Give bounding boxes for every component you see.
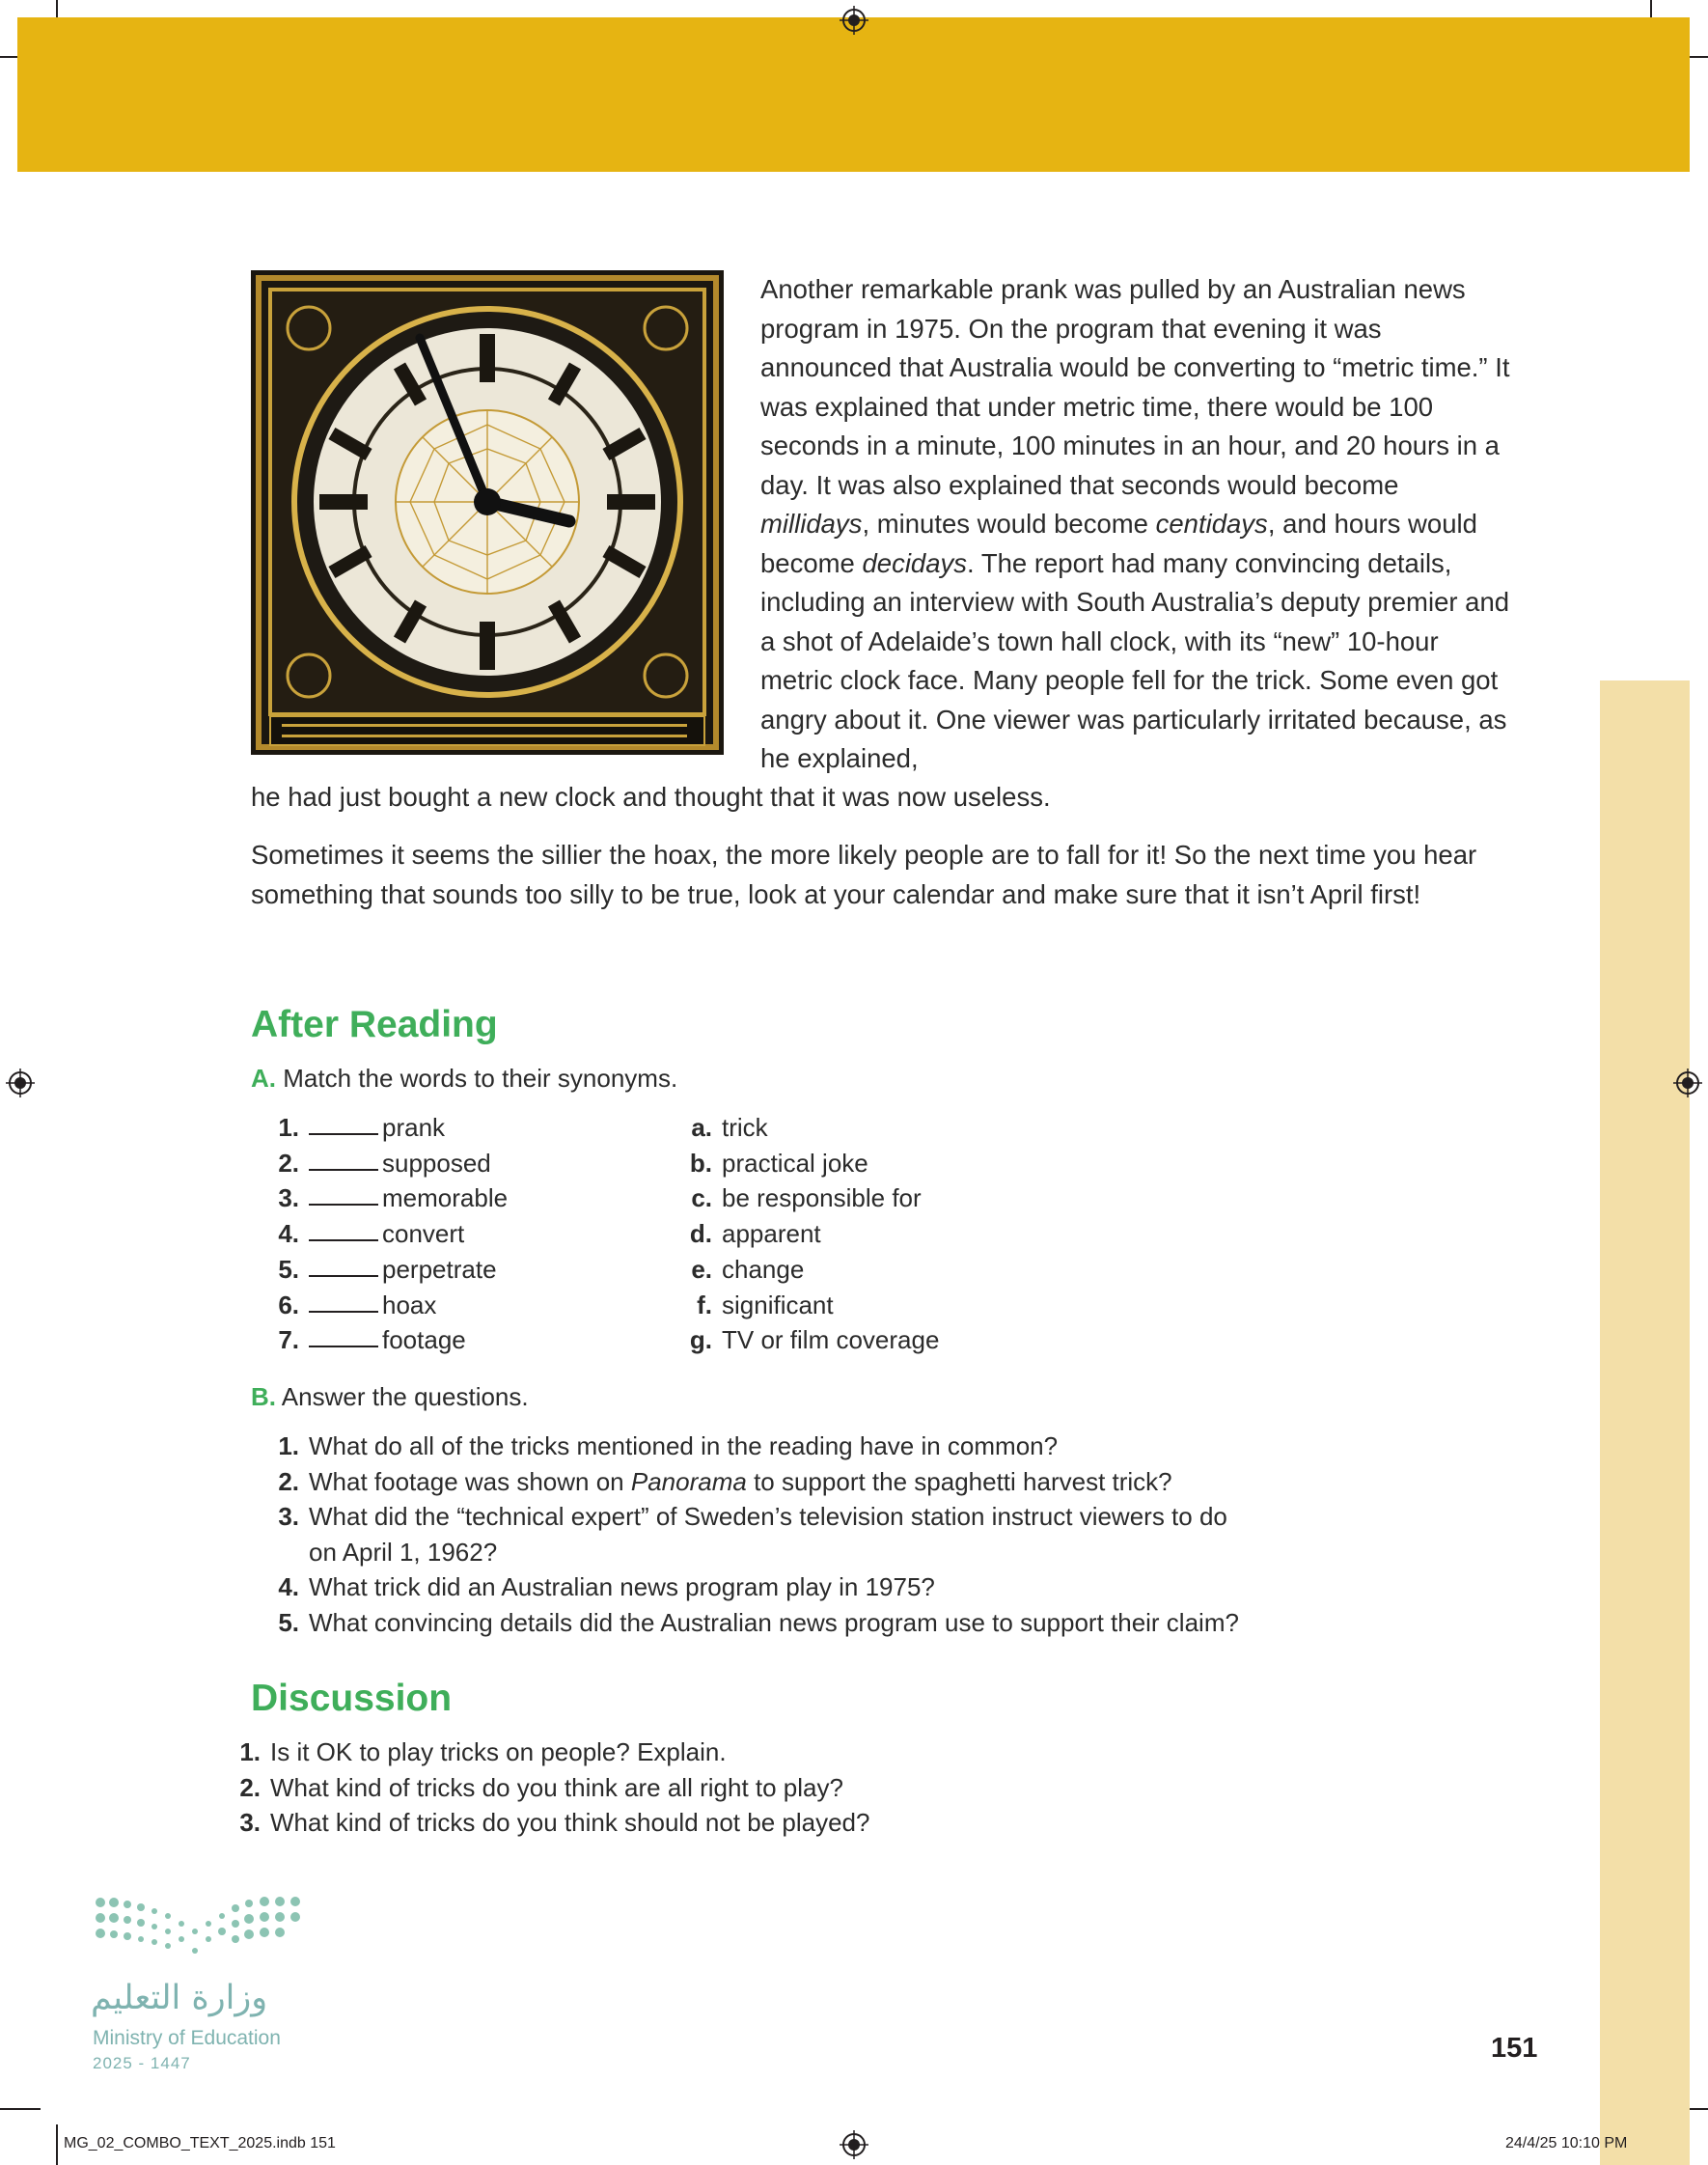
question-text-part: What footage was shown on xyxy=(309,1466,631,1496)
side-color-band xyxy=(1600,680,1690,2165)
registration-mark-icon xyxy=(840,6,868,35)
exercise-b-label: B. xyxy=(251,1382,276,1411)
page-number: 151 xyxy=(1491,2033,1538,2064)
item-letter: b. xyxy=(689,1148,712,1178)
exercise-b-instruction xyxy=(251,1382,529,1412)
question-text xyxy=(309,1464,1172,1500)
item-number: 4. xyxy=(278,1572,299,1601)
item-number: 3. xyxy=(239,1808,261,1837)
ministry-name-arabic: وزارة التعليم xyxy=(91,1979,268,2017)
answer-blank xyxy=(309,1216,378,1241)
word-item xyxy=(262,1146,668,1181)
term-decidays: decidays xyxy=(862,547,968,578)
item-number: 3. xyxy=(278,1183,299,1213)
item-letter: e. xyxy=(691,1254,712,1284)
item-letter: a. xyxy=(691,1113,712,1142)
vocab-word: prank xyxy=(382,1113,446,1142)
item-number: 2. xyxy=(239,1772,261,1802)
synonym-text: TV or film coverage xyxy=(722,1325,940,1355)
word-item xyxy=(262,1110,668,1146)
paragraph-text: . The report had many convincing details, including an interview with South Australia’s deputy premier and a shot of Adelaide’s town hall clock, with its “new” 10-hour metric clock face. Many people fell for the trick. Some even got angry about it. One viewer was particularly irritated because, as he explained, xyxy=(760,547,1510,773)
term-millidays: millidays xyxy=(760,509,863,539)
item-letter: g. xyxy=(689,1325,712,1355)
footer-date: 24/4/25 10:10 PM xyxy=(1505,2135,1628,2151)
item-number: 3. xyxy=(278,1502,299,1531)
question-text: What trick did an Australian news program play in 1975? xyxy=(309,1572,935,1601)
word-item xyxy=(262,1288,668,1323)
item-number: 5. xyxy=(278,1254,299,1284)
exercise-a-instruction xyxy=(251,1064,677,1094)
after-reading-heading: After Reading xyxy=(251,1004,498,1045)
synonym-item xyxy=(675,1322,1081,1358)
synonym-item xyxy=(675,1146,1081,1181)
synonym-item xyxy=(675,1110,1081,1146)
crop-mark xyxy=(0,2108,41,2110)
discussion-item xyxy=(224,1770,1285,1806)
word-item xyxy=(262,1216,668,1252)
answer-blank xyxy=(309,1180,378,1206)
show-title: Panorama xyxy=(630,1466,747,1496)
discussion-item xyxy=(224,1805,1285,1841)
question-text: What convincing details did the Australian news program use to support their claim? xyxy=(309,1607,1239,1637)
item-letter: f. xyxy=(697,1290,712,1319)
paragraph-text: Another remarkable prank was pulled by an Australian news program in 1975. On the program that evening it was announced that Australia would be converting to “metric time.” It was explained that under metric time, there would be 100 seconds in a minute, 100 minutes in an hour, and 20 hours in a day. It was also explained that seconds would become xyxy=(760,274,1510,500)
paragraph-text: , minutes would become xyxy=(862,509,1156,539)
synonym-item xyxy=(675,1252,1081,1288)
synonym-item xyxy=(675,1288,1081,1323)
word-list xyxy=(262,1110,668,1358)
vocab-word: hoax xyxy=(382,1290,437,1319)
vocab-word: footage xyxy=(382,1325,466,1355)
discussion-item xyxy=(224,1735,1285,1770)
answer-blank xyxy=(309,1288,378,1313)
question-text: What do all of the tricks mentioned in the reading have in common? xyxy=(309,1431,1059,1460)
answer-blank xyxy=(309,1322,378,1347)
item-number: 4. xyxy=(278,1219,299,1249)
clock-face-photo xyxy=(251,270,724,755)
registration-mark-icon xyxy=(6,1069,35,1097)
synonym-text: significant xyxy=(722,1290,834,1319)
answer-blank xyxy=(309,1110,378,1135)
item-number: 2. xyxy=(278,1148,299,1178)
synonym-text: change xyxy=(722,1254,805,1284)
footer-file-info: MG_02_COMBO_TEXT_2025.indb 151 xyxy=(64,2135,336,2151)
synonym-text: be responsible for xyxy=(722,1183,922,1213)
discussion-text: What kind of tricks do you think should not be played? xyxy=(270,1808,870,1837)
reading-paragraph-2: Sometimes it seems the sillier the hoax, the more likely people are to fall for it! So the next time you hear something that sounds too silly to be true, look at your calendar and make sure that it isn’t April first! xyxy=(251,840,1477,909)
top-color-band xyxy=(17,17,1690,172)
registration-mark-icon xyxy=(840,2130,868,2159)
exercise-a-text: Match the words to their synonyms. xyxy=(283,1064,678,1093)
synonym-text: practical joke xyxy=(722,1148,868,1178)
item-number: 5. xyxy=(278,1607,299,1637)
item-number: 6. xyxy=(278,1290,299,1319)
word-item xyxy=(262,1322,668,1358)
question-item xyxy=(262,1605,1324,1641)
vocab-word: perpetrate xyxy=(382,1254,497,1284)
ministry-logo-dots xyxy=(93,1895,305,1968)
discussion-text: What kind of tricks do you think are all right to play? xyxy=(270,1772,843,1802)
question-text xyxy=(309,1499,1227,1569)
exercise-b-text: Answer the questions. xyxy=(281,1382,529,1411)
question-text-part: to support the spaghetti harvest trick? xyxy=(746,1466,1172,1496)
ministry-year: 2025 - 1447 xyxy=(93,2054,191,2072)
item-number: 2. xyxy=(278,1466,299,1496)
item-letter: d. xyxy=(689,1219,712,1249)
discussion-list xyxy=(224,1735,1285,1841)
exercise-a-label: A. xyxy=(251,1064,276,1093)
vocab-word: supposed xyxy=(382,1148,491,1178)
item-number: 7. xyxy=(278,1325,299,1355)
answer-blank xyxy=(309,1146,378,1171)
registration-mark-icon xyxy=(1673,1069,1702,1097)
question-line: What did the “technical expert” of Sweden’s television station instruct viewers to do xyxy=(309,1502,1227,1531)
discussion-text: Is it OK to play tricks on people? Explain. xyxy=(270,1737,727,1766)
question-item xyxy=(262,1499,1324,1569)
paragraph-text: , and hours would become xyxy=(760,509,1477,578)
crop-mark xyxy=(56,2124,58,2165)
vocab-word: convert xyxy=(382,1219,465,1249)
item-number: 1. xyxy=(278,1431,299,1460)
synonym-text: apparent xyxy=(722,1219,821,1249)
question-item xyxy=(262,1429,1324,1464)
item-number: 1. xyxy=(278,1113,299,1142)
term-centidays: centidays xyxy=(1155,509,1268,539)
synonym-list xyxy=(675,1110,1081,1358)
question-item xyxy=(262,1569,1324,1605)
question-list xyxy=(262,1429,1324,1640)
question-line: on April 1, 1962? xyxy=(309,1537,498,1567)
answer-blank xyxy=(309,1252,378,1277)
word-item xyxy=(262,1180,668,1216)
question-item xyxy=(262,1464,1324,1500)
reading-paragraph-1 xyxy=(760,270,1513,779)
synonym-item xyxy=(675,1180,1081,1216)
vocab-word: memorable xyxy=(382,1183,509,1213)
item-number: 1. xyxy=(239,1737,261,1766)
ministry-name-english: Ministry of Education xyxy=(93,2027,281,2049)
item-letter: c. xyxy=(691,1183,712,1213)
reading-paragraph-1-end: he had just bought a new clock and thought that it was now useless. xyxy=(251,782,1051,812)
word-item xyxy=(262,1252,668,1288)
synonym-text: trick xyxy=(722,1113,768,1142)
synonym-item xyxy=(675,1216,1081,1252)
discussion-heading: Discussion xyxy=(251,1678,453,1719)
